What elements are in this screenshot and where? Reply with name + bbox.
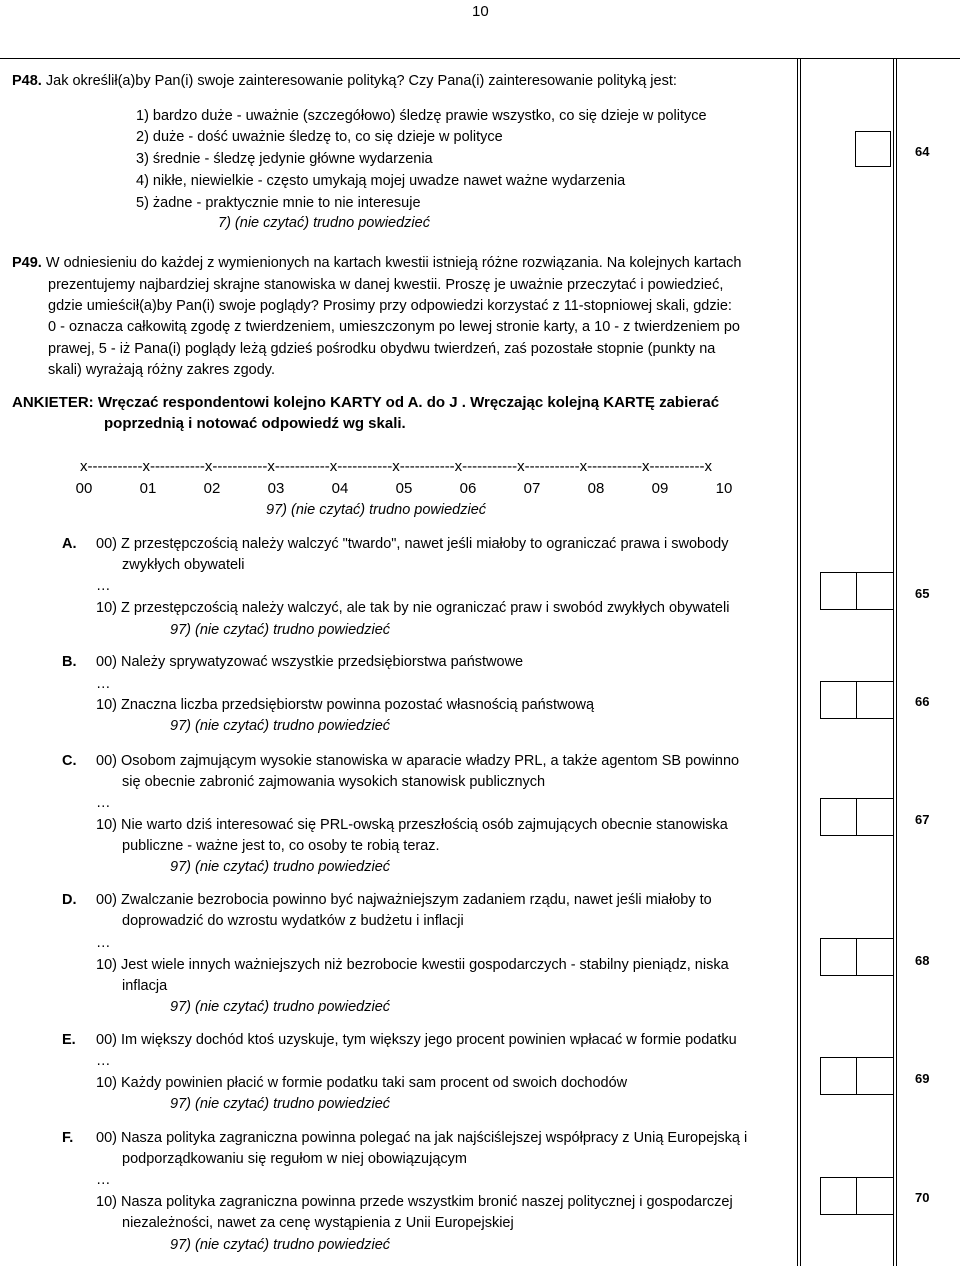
item-c-left-2: się obecnie zabronić zajmowania wysokich stanowisk publicznych [122,774,546,790]
p49-line-4: 0 - oznacza całkowitą zgodę z twierdzeniem, umieszczonym po lewej stronie karty, a 10 - z twierdzeniem po [48,319,740,335]
p49-line-5: prawej, 5 - iż Pana(i) poglądy leżą gdzieś pośrodku obydwu twierdzeń, zaś pozostałe stopnie (punkty na [48,341,716,357]
scale-num-03: 03 [267,480,285,497]
scale-num-10: 10 [715,480,733,497]
scale-line: x-----------x-----------x-----------x-----------x-----------x-----------x-----------x-----------x-----------x-----------x [80,458,712,475]
item-a-letter: A. [62,536,77,552]
item-e-answer-box[interactable] [820,1057,894,1095]
item-b-code: 66 [915,694,930,709]
p48-option-1: 1) bardzo duże - uważnie (szczegółowo) śledzę prawie wszystko, co się dzieje w polityce [136,108,707,124]
p48-label: P48. [12,73,42,89]
item-f-left-1: 00) Nasza polityka zagraniczna powinna polegać na jak najściślejszej współpracy z Unią Europejską i [96,1130,748,1146]
scale-dont-know: 97) (nie czytać) trudno powiedzieć [266,502,487,518]
p49-line-6: skali) wyrażają różny zakres zgody. [48,362,275,378]
item-b-right-1: 10) Znaczna liczba przedsiębiorstw powinna pozostać własnością państwową [96,697,595,713]
scale-num-02: 02 [203,480,221,497]
item-c-right-1: 10) Nie warto dziś interesować się PRL-owską przeszłością osób zajmujących obecnie stanowiska [96,817,728,833]
item-d-left-2: doprowadzić do wzrostu wydatków z budżetu i inflacji [122,913,464,929]
scale-num-00: 00 [75,480,93,497]
item-f-letter: F. [62,1130,74,1146]
item-e-dont-know: 97) (nie czytać) trudno powiedzieć [170,1096,391,1112]
item-d-code: 68 [915,953,930,968]
scale-num-01: 01 [139,480,157,497]
item-e-letter: E. [62,1032,76,1048]
item-d-right-1: 10) Jest wiele innych ważniejszych niż bezrobocie kwestii gospodarczych - stabilny pieniądz, niska [96,957,729,973]
scale-num-08: 08 [587,480,605,497]
item-f-dots: … [96,1172,111,1188]
item-a-left-1: 00) Z przestępczością należy walczyć "twardo", nawet jeśli miałoby to ograniczać prawa i swobody [96,536,729,552]
p48-answer-box[interactable] [855,131,891,167]
p49-line-1 [12,254,741,272]
p48-option-4: 4) nikłe, niewielkie - często umykają mojej uwadze nawet ważne wydarzenia [136,173,626,189]
p48-dont-know: 7) (nie czytać) trudno powiedzieć [218,215,430,231]
p48-question [12,72,677,90]
top-rule [0,58,960,59]
left-column-rule-2 [800,58,801,1266]
item-e-right-1: 10) Każdy powinien płacić w formie podatku taki sam procent od swoich dochodów [96,1075,628,1091]
item-d-dont-know: 97) (nie czytać) trudno powiedzieć [170,999,391,1015]
p48-option-3: 3) średnie - śledzę jedynie główne wydarzenia [136,151,433,167]
item-f-code: 70 [915,1190,930,1205]
item-a-answer-box[interactable] [820,572,894,610]
item-c-dots: … [96,795,111,811]
p48-code: 64 [915,144,930,159]
item-b-dots: … [96,676,111,692]
item-a-right-1: 10) Z przestępczością należy walczyć, ale tak by nie ograniczać praw i swobód zwykłych obywateli [96,600,730,616]
item-c-dont-know: 97) (nie czytać) trudno powiedzieć [170,859,391,875]
scale-num-05: 05 [395,480,413,497]
item-b-answer-box[interactable] [820,681,894,719]
item-e-code: 69 [915,1071,930,1086]
item-d-letter: D. [62,892,77,908]
item-b-left-1: 00) Należy sprywatyzować wszystkie przedsiębiorstwa państwowe [96,654,524,670]
item-b-letter: B. [62,654,77,670]
item-f-right-1: 10) Nasza polityka zagraniczna powinna przede wszystkim bronić naszej politycznej i gospodarczej [96,1194,733,1210]
page-number: 10 [472,3,489,20]
left-column-rule [797,58,798,1266]
item-c-right-2: publiczne - ważne jest to, co osoby te robią teraz. [122,838,440,854]
item-b-dont-know: 97) (nie czytać) trudno powiedzieć [170,718,391,734]
item-d-right-2: inflacja [122,978,168,994]
item-c-letter: C. [62,753,77,769]
item-a-code: 65 [915,586,930,601]
item-e-dots: … [96,1053,111,1069]
p49-line-1-text: W odniesieniu do każdej z wymienionych na kartach kwestii istnieją różne rozwiązania. Na kolejnych kartach [45,255,742,271]
item-a-dots: … [96,578,111,594]
item-e-left-1: 00) Im większy dochód ktoś uzyskuje, tym większy jego procent powinien wpłacać w formie podatku [96,1032,737,1048]
p49-label: P49. [12,255,42,271]
p48-option-2: 2) duże - dość uważnie śledzę to, co się dzieje w polityce [136,129,503,145]
item-f-left-2: podporządkowaniu się regułom w niej obowiązującym [122,1151,467,1167]
p48-option-5: 5) żadne - praktycznie mnie to nie interesuje [136,195,421,211]
item-d-left-1: 00) Zwalczanie bezrobocia powinno być najważniejszym zadaniem rządu, nawet jeśli miałoby to [96,892,712,908]
scale-num-07: 07 [523,480,541,497]
item-a-dont-know: 97) (nie czytać) trudno powiedzieć [170,622,391,638]
interviewer-instruction-2: poprzednią i notować odpowiedź wg skali. [104,415,406,432]
item-c-code: 67 [915,812,930,827]
item-a-left-2: zwykłych obywateli [122,557,245,573]
interviewer-instruction-1: ANKIETER: Wręczać respondentowi kolejno KARTY od A. do J . Wręczając kolejną KARTĘ zabierać [12,394,720,411]
right-column-rule-2 [896,58,897,1266]
item-f-answer-box[interactable] [820,1177,894,1215]
scale-num-04: 04 [331,480,349,497]
scale-num-09: 09 [651,480,669,497]
item-d-dots: … [96,935,111,951]
p48-question-text: Jak określił(a)by Pan(i) swoje zainteresowanie polityką? Czy Pana(i) zainteresowanie polityką jest: [45,73,677,89]
p49-line-2: prezentujemy najbardziej skrajne stanowiska w danej kwestii. Proszę je uważnie przeczytać i powiedzieć, [48,277,724,293]
scale-num-06: 06 [459,480,477,497]
item-c-left-1: 00) Osobom zajmującym wysokie stanowiska w aparacie władzy PRL, a także agentom SB powinno [96,753,740,769]
item-f-right-2: niezależności, nawet za cenę wystąpienia z Unii Europejskiej [122,1215,514,1231]
p49-line-3: gdzie umieścił(a)by Pan(i) swoje poglądy? Prosimy przy odpowiedzi korzystać z 11-stopniowej skali, gdzie: [48,298,732,314]
item-d-answer-box[interactable] [820,938,894,976]
item-f-dont-know: 97) (nie czytać) trudno powiedzieć [170,1237,391,1253]
item-c-answer-box[interactable] [820,798,894,836]
